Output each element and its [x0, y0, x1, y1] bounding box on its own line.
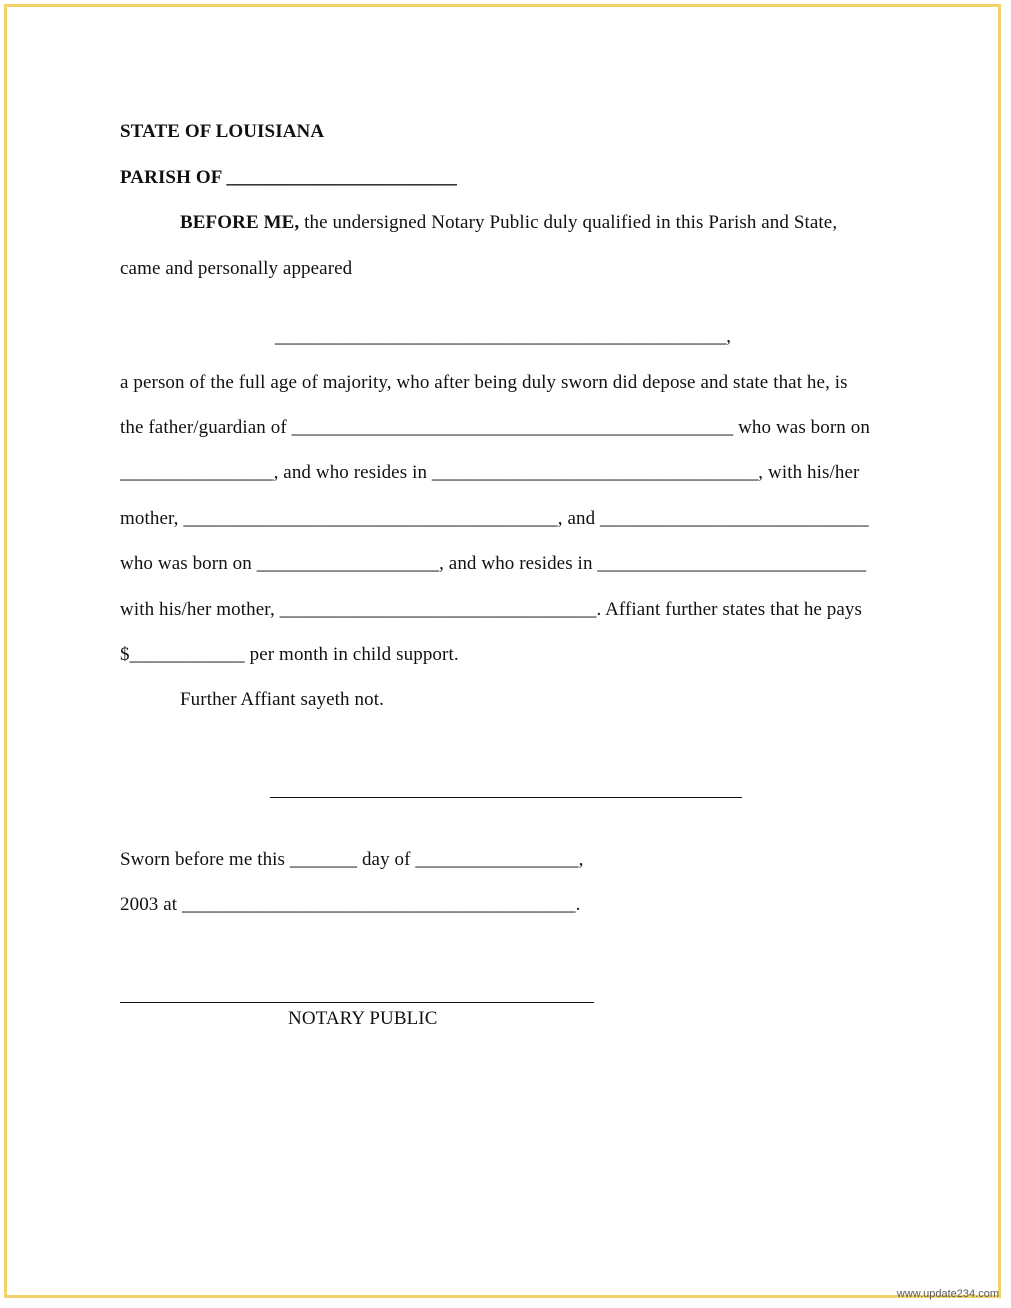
- statement-line-4: mother, _______________________________________, and ____________________________: [120, 508, 869, 529]
- intro-bold-text: BEFORE ME,: [180, 212, 300, 233]
- affiant-signature-line: [270, 797, 742, 798]
- further-affiant-text: Further Affiant sayeth not.: [180, 689, 384, 710]
- notary-signature-line: [120, 1002, 594, 1003]
- intro-line-2: came and personally appeared: [120, 258, 353, 279]
- statement-line-5: who was born on ___________________, and who resides in ____________________________: [120, 553, 867, 574]
- parish-heading: PARISH OF ________________________: [120, 167, 457, 188]
- notary-public-label: NOTARY PUBLIC: [288, 1008, 438, 1029]
- intro-line: [180, 212, 837, 234]
- statement-line-6: with his/her mother, _________________________________. Affiant further states that he pays: [120, 599, 863, 620]
- state-heading: STATE OF LOUISIANA: [120, 121, 325, 142]
- statement-line-7: $____________ per month in child support.: [120, 644, 459, 665]
- intro-rest-text: the undersigned Notary Public duly qualified in this Parish and State,: [299, 212, 838, 233]
- statement-line-1: a person of the full age of majority, who after being duly sworn did depose and state that he, is: [120, 372, 848, 393]
- appearer-name-blank: _______________________________________________,: [275, 326, 732, 347]
- statement-line-3: ________________, and who resides in __________________________________, with his/her: [120, 462, 860, 483]
- sworn-line-2: 2003 at _________________________________________.: [120, 894, 581, 915]
- site-watermark: www.update234.com: [896, 1288, 999, 1300]
- sworn-line-1: Sworn before me this _______ day of _________________,: [120, 849, 584, 870]
- statement-line-2: the father/guardian of ______________________________________________ who was born on: [120, 417, 870, 438]
